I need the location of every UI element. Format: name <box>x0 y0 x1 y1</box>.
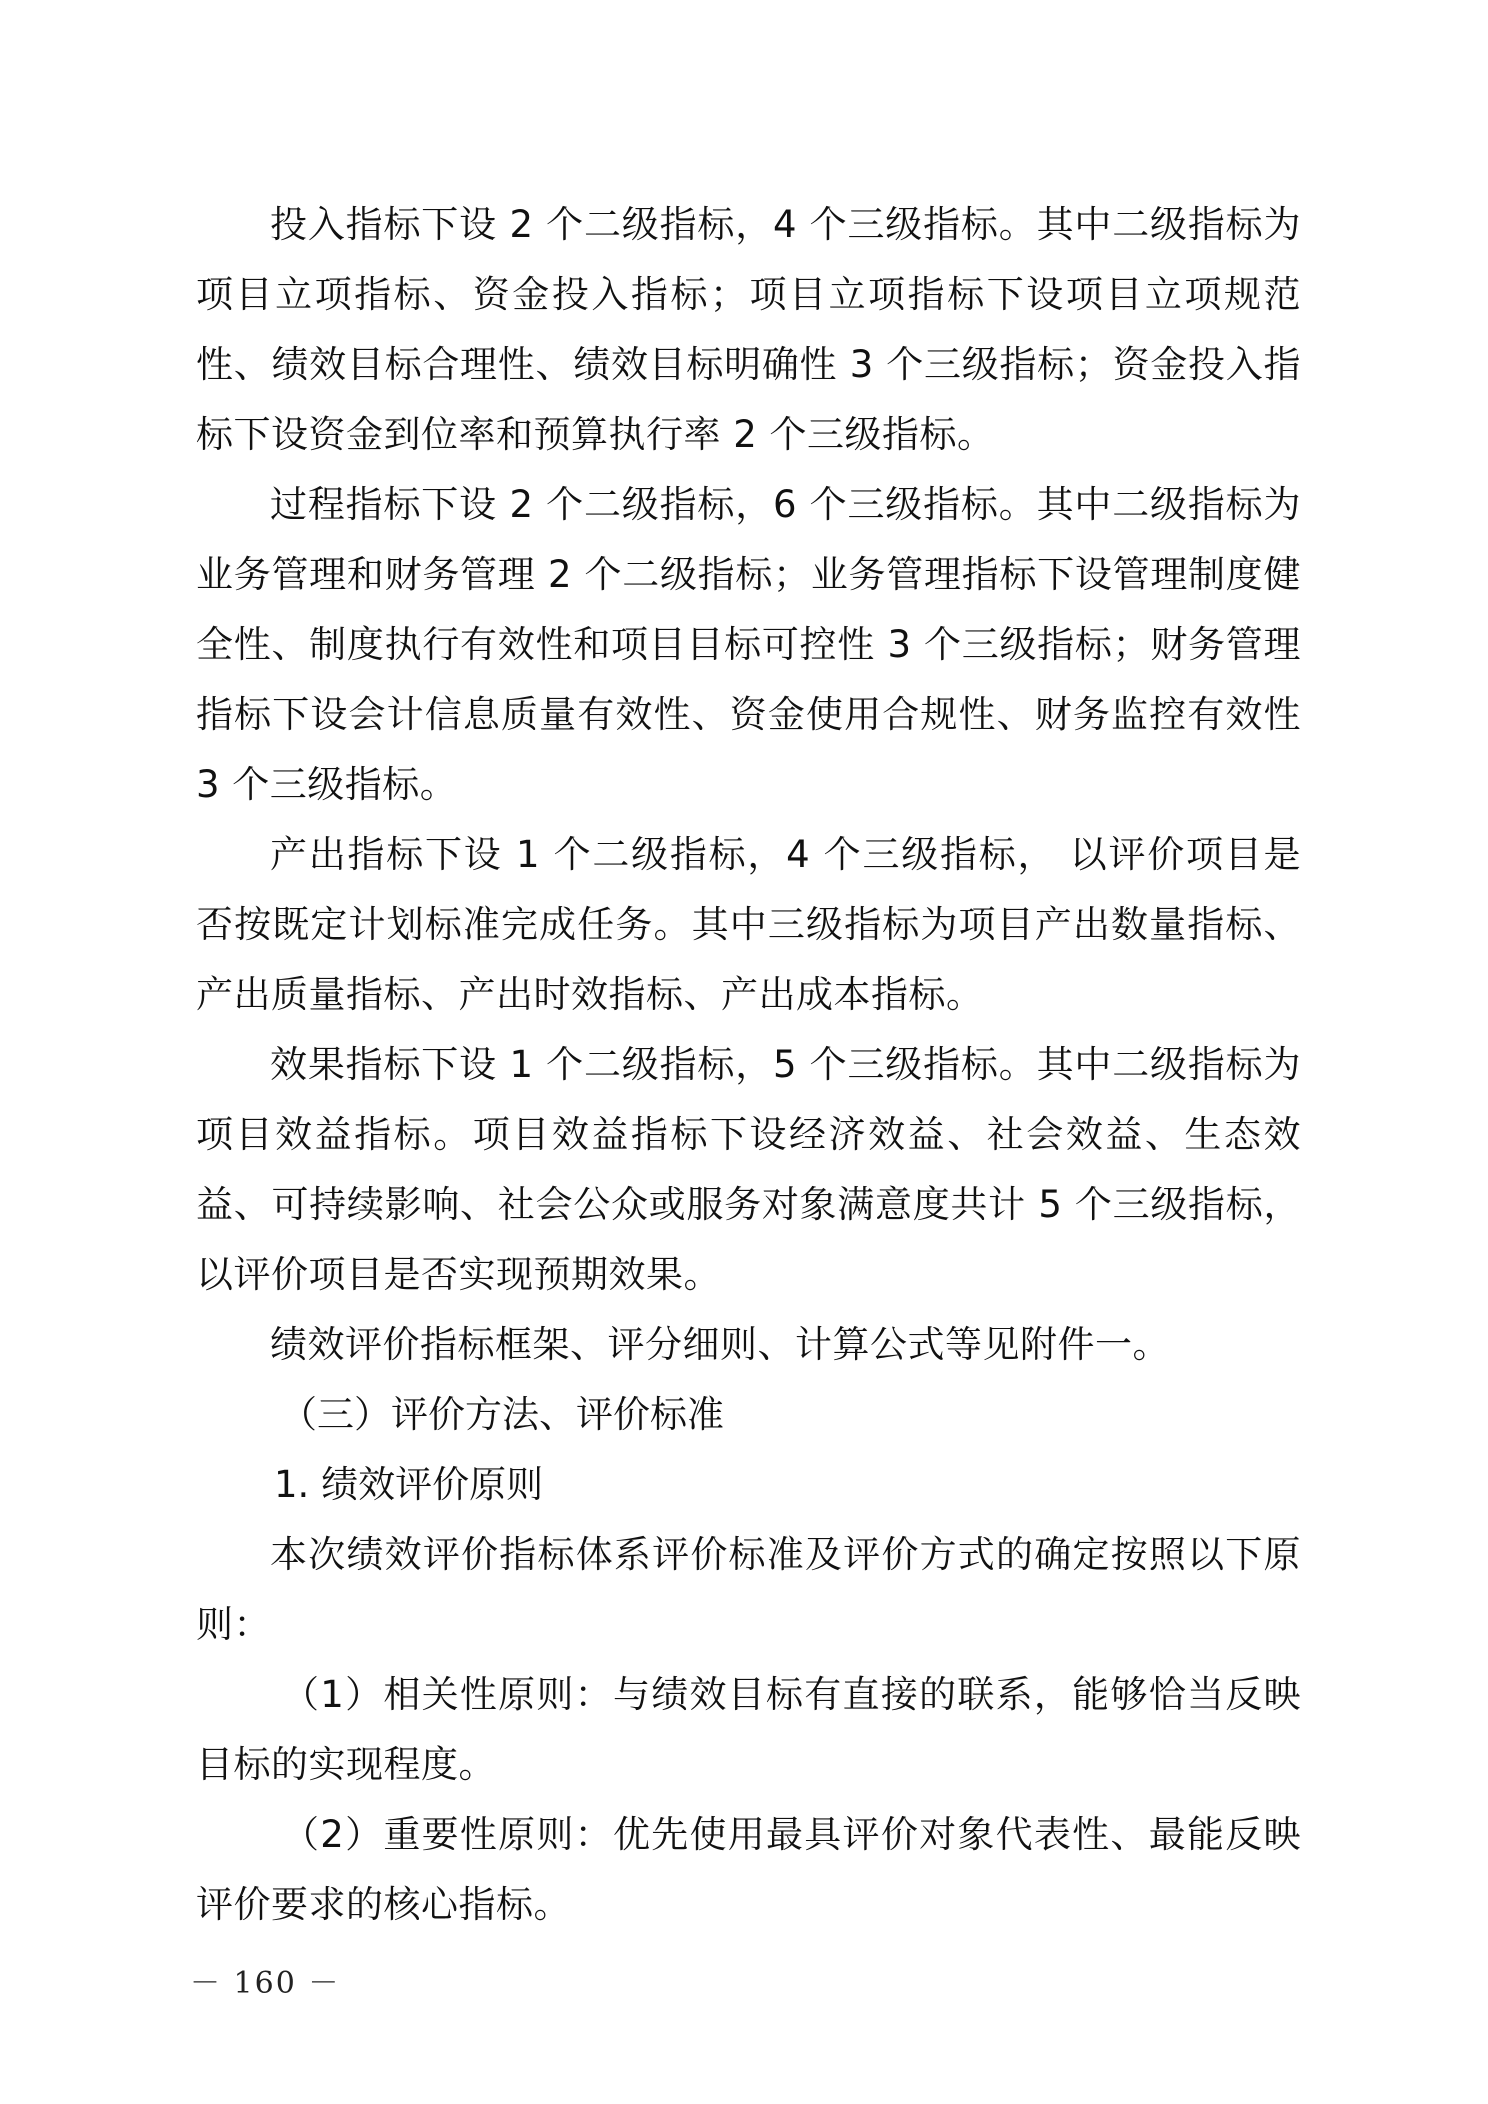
principle-relevance: （1）相关性原则：与绩效目标有直接的联系，能够恰当反映目标的实现程度。 <box>196 1673 1301 1786</box>
section-heading: （三）评价方法、评价标准 <box>280 1393 724 1436</box>
paragraph-principles-intro: 本次绩效评价指标体系评价标准及评价方式的确定按照以下原则： <box>196 1533 1301 1646</box>
subsection-heading: 1. 绩效评价原则 <box>274 1463 544 1506</box>
body-text <box>196 190 1301 1940</box>
page-number: － 160 － <box>190 1966 341 2001</box>
paragraph-output-indicators: 产出指标下设 1 个二级指标，4 个三级指标， 以评价项目是否按既定计划标准完成任务。其中三级指标为项目产出数量指标、产出质量指标、产出时效指标、产出成本指标。 <box>196 833 1301 1016</box>
principle-importance: （2）重要性原则：优先使用最具评价对象代表性、最能反映评价要求的核心指标。 <box>196 1813 1301 1926</box>
paragraph-effect-indicators: 效果指标下设 1 个二级指标，5 个三级指标。其中二级指标为项目效益指标。项目效益指标下设经济效益、社会效益、生态效益、可持续影响、社会公众或服务对象满意度共计 5 个三级指标， 以评价项目是否实现预期效果。 <box>196 1043 1301 1296</box>
paragraph-process-indicators: 过程指标下设 2 个二级指标，6 个三级指标。其中二级指标为业务管理和财务管理 2 个二级指标；业务管理指标下设管理制度健全性、制度执行有效性和项目目标可控性 3 个三级指标；财务管理指标下设会计信息质量有效性、资金使用合规性、财务监控有效性 3 个三级指标。 <box>196 483 1301 806</box>
paragraph-framework-reference: 绩效评价指标框架、评分细则、计算公式等见附件一。 <box>270 1323 1170 1366</box>
paragraph-input-indicators: 投入指标下设 2 个二级指标，4 个三级指标。其中二级指标为项目立项指标、资金投入指标；项目立项指标下设项目立项规范性、绩效目标合理性、绩效目标明确性 3 个三级指标；资金投入指标下设资金到位率和预算执行率 2 个三级指标。 <box>196 203 1301 456</box>
